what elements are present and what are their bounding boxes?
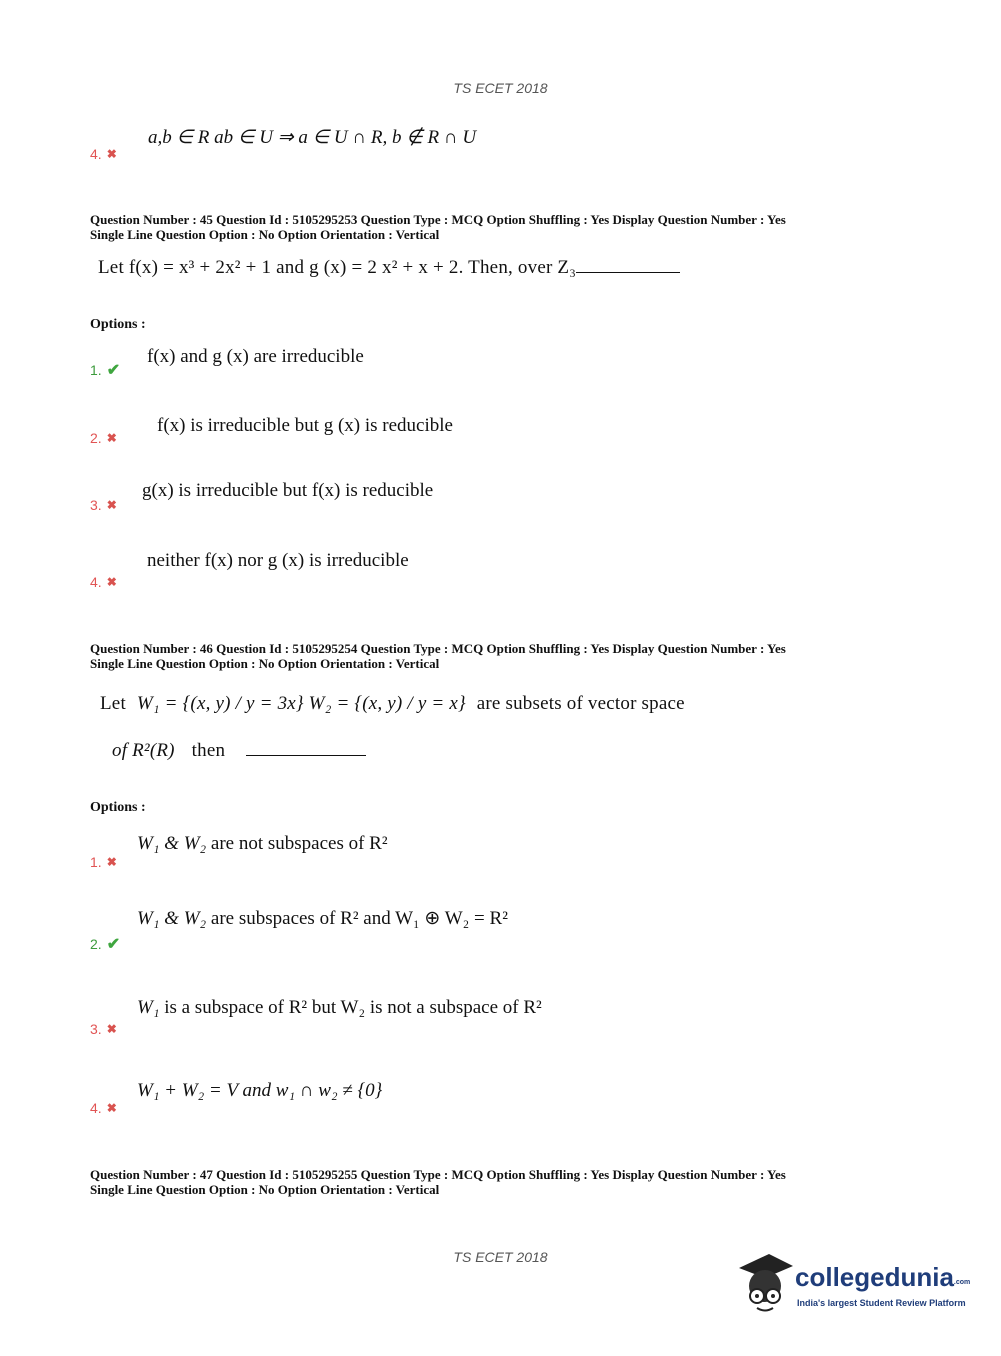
page-header: TS ECET 2018 xyxy=(453,80,548,96)
collegedunia-logo xyxy=(735,1250,971,1320)
option-text-rest: are subspaces of R² and W₁ ⊕ W₂ = R² xyxy=(206,908,508,929)
option-text: neither f(x) nor g (x) is irreducible xyxy=(147,550,409,571)
question-meta xyxy=(90,641,786,671)
option-text xyxy=(137,997,542,1019)
option-number xyxy=(90,854,117,870)
option-text xyxy=(137,1080,382,1102)
cross-icon: ✖ xyxy=(106,855,117,869)
option-text-rest: are not subspaces of R² xyxy=(206,833,388,854)
option-number xyxy=(90,497,117,513)
logo-tagline: India's largest Student Review Platform xyxy=(797,1298,966,1308)
question-stem xyxy=(98,257,680,279)
option-number xyxy=(90,1100,117,1116)
option-text xyxy=(137,907,508,930)
option-text: a,b ∈ R ab ∈ U ⇒ a ∈ U ∩ R, b ∉ R ∩ U xyxy=(148,127,477,148)
question-stem-text: Let f(x) = x³ + 2x² + 1 and g (x) = 2 x² + x + 2. Then, over Z₃ xyxy=(98,257,577,278)
logo-suffix: .com xyxy=(953,1278,971,1286)
option-number xyxy=(90,430,117,446)
option-number xyxy=(90,360,120,380)
question-meta-line1: Question Number : 47 Question Id : 5105295255 Question Type : MCQ Option Shuffling : Yes Display Question Number : Yes xyxy=(90,1167,786,1182)
question-meta-line2: Single Line Question Option : No Option Orientation : Vertical xyxy=(90,227,440,242)
option-number xyxy=(90,1021,117,1037)
option-number-label: 1. xyxy=(90,362,102,378)
option-math: W₁ + W₂ = V and w₁ ∩ w₂ ≠ {0} xyxy=(137,1080,383,1101)
option-number-label: 4. xyxy=(90,574,102,590)
page-footer: TS ECET 2018 xyxy=(453,1249,548,1265)
option-number xyxy=(90,574,117,590)
question-meta xyxy=(90,1167,786,1197)
option-number-label: 2. xyxy=(90,430,102,446)
option-number-label: 4. xyxy=(90,146,102,162)
cross-icon: ✖ xyxy=(106,431,117,445)
option-number xyxy=(90,146,117,162)
option-number xyxy=(90,934,120,954)
option-text: f(x) is irreducible but g (x) is reducible xyxy=(157,415,453,436)
question-stem-line1 xyxy=(100,693,685,715)
cross-icon: ✖ xyxy=(106,498,117,512)
mascot-icon xyxy=(735,1250,795,1320)
stem-math: W₁ = {(x, y) / y = 3x} W₂ = {(x, y) / y = x} xyxy=(136,693,466,714)
stem-math: of R²(R) xyxy=(112,740,175,761)
cross-icon: ✖ xyxy=(106,147,117,161)
stem-text: Let xyxy=(100,693,126,714)
option-number-label: 4. xyxy=(90,1100,102,1116)
question-meta xyxy=(90,212,786,242)
check-icon: ✔ xyxy=(106,362,121,379)
stem-text: then xyxy=(191,740,226,761)
question-meta-line1: Question Number : 46 Question Id : 5105295254 Question Type : MCQ Option Shuffling : Yes Display Question Number : Yes xyxy=(90,641,786,656)
option-text-rest: is a subspace of R² but W₂ is not a subspace of R² xyxy=(159,997,542,1018)
question-stem-line2 xyxy=(112,740,366,762)
stem-text: are subsets of vector space xyxy=(476,693,685,714)
options-label: Options : xyxy=(90,800,146,815)
question-meta-line1: Question Number : 45 Question Id : 5105295253 Question Type : MCQ Option Shuffling : Yes Display Question Number : Yes xyxy=(90,212,786,227)
option-math: W₁ & W₂ xyxy=(137,833,207,854)
option-number-label: 2. xyxy=(90,936,102,952)
option-text: f(x) and g (x) are irreducible xyxy=(147,346,364,367)
answer-blank xyxy=(246,755,366,756)
cross-icon: ✖ xyxy=(106,1101,117,1115)
logo-wordmark: collegedunia xyxy=(795,1262,954,1292)
question-meta-line2: Single Line Question Option : No Option Orientation : Vertical xyxy=(90,656,440,671)
option-math: W₁ & W₂ xyxy=(137,908,207,929)
option-number-label: 1. xyxy=(90,854,102,870)
cross-icon: ✖ xyxy=(106,1022,117,1036)
question-meta-line2: Single Line Question Option : No Option Orientation : Vertical xyxy=(90,1182,440,1197)
option-number-label: 3. xyxy=(90,497,102,513)
answer-blank xyxy=(576,272,680,273)
option-math: W₁ xyxy=(137,997,160,1018)
cross-icon: ✖ xyxy=(106,575,117,589)
option-text xyxy=(137,833,388,855)
check-icon: ✔ xyxy=(106,936,121,953)
option-text: g(x) is irreducible but f(x) is reducible xyxy=(142,480,434,501)
options-label: Options : xyxy=(90,317,146,332)
option-number-label: 3. xyxy=(90,1021,102,1037)
